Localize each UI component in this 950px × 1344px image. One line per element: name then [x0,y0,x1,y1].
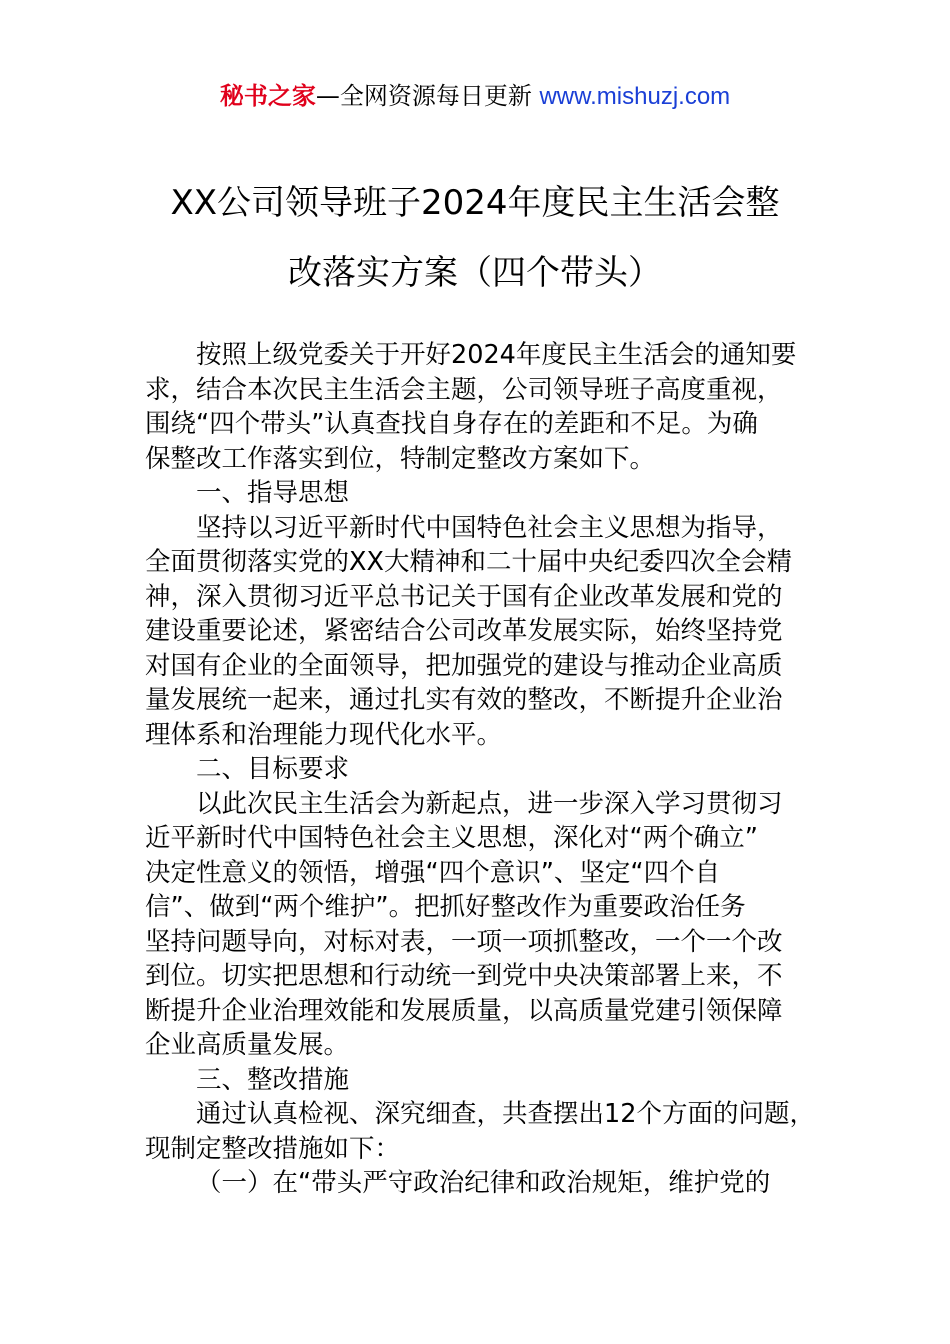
text-line: 求，结合本次民主生活会主题，公司领导班子高度重视， [145,374,783,405]
text-line: 决定性意义的领悟，增强“四个意识”、坚定“四个自 [145,857,721,888]
paragraph [145,752,817,787]
document-body [145,338,817,1201]
text-line: 信”、做到“两个维护”。把抓好整改作为重要政治任务 [145,892,746,922]
text-line: 以此次民主生活会为新起点，进一步深入学习贯彻习 [196,788,783,819]
text-line: 企业高质量发展。 [145,1030,350,1060]
text-line: 量发展统一起来，通过扎实有效的整改，不断提升企业治 [145,685,783,715]
text-line: 近平新时代中国特色社会主义思想，深化对“两个确立” [145,823,758,853]
text-line: 断提升企业治理效能和发展质量，以高质量党建引领保障 [145,995,783,1026]
paragraph [145,1097,817,1166]
text-line: 二、目标要求 [196,754,350,784]
site-url[interactable]: www.mishuzj.com [539,83,731,110]
paragraph [145,511,817,753]
paragraph [145,1166,817,1201]
text-line: （一）在“带头严守政治纪律和政治规矩，维护党的 [196,1168,771,1198]
text-line: 通过认真检视、深究细查，共查摆出12个方面的问题， [196,1099,815,1129]
text-line: 三、整改措施 [196,1064,350,1095]
text-line: 坚持问题导向，对标对表，一项一项抓整改，一个一个改 [145,926,783,957]
title-line-1: XX公司领导班子2024年度民主生活会整 [170,183,780,223]
text-line: 到位。切实把思想和行动统一到党中央决策部署上来，不 [145,961,783,991]
text-line: 理体系和治理能力现代化水平。 [145,719,503,750]
paragraph [145,338,817,476]
text-line: 建设重要论述，紧密结合公司改革发展实际，始终坚持党 [145,616,783,646]
text-line: 坚持以习近平新时代中国特色社会主义思想为指导， [196,512,783,543]
text-line: 保整改工作落实到位，特制定整改方案如下。 [145,443,656,474]
paragraph [145,787,817,1063]
text-line: 一、指导思想 [196,478,350,508]
title-line-2: 改落实方案（四个带头） [288,253,662,293]
text-line: 神，深入贯彻习近平总书记关于国有企业改革发展和党的 [145,581,783,612]
paragraph [145,476,817,511]
text-line: 对国有企业的全面领导，把加强党的建设与推动企业高质 [145,650,783,681]
text-line: 全面贯彻落实党的XX大精神和二十届中央纪委四次全会精 [145,547,792,577]
header-tagline: —全网资源每日更新 [315,82,532,110]
site-header [0,80,950,113]
text-line: 按照上级党委关于开好2024年度民主生活会的通知要 [196,340,797,370]
text-line: 现制定整改措施如下： [145,1133,401,1164]
text-line: 围绕“四个带头”认真查找自身存在的差距和不足。为确 [145,409,758,439]
brand-name: 秘书之家 [219,82,316,110]
paragraph [145,1063,817,1098]
document-title [0,168,950,308]
